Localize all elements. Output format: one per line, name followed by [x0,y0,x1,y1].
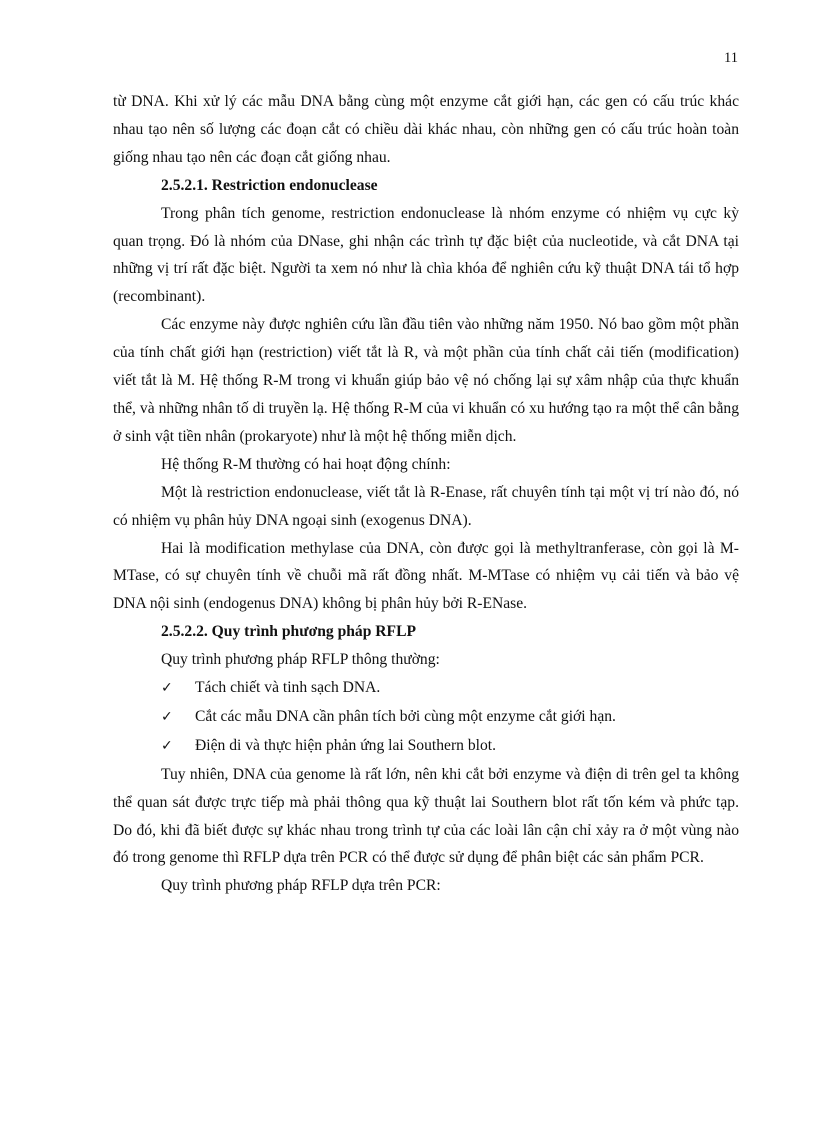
section-heading-restriction-endonuclease: 2.5.2.1. Restriction endonuclease [161,176,378,194]
paragraph-m-mtase: Hai là modification methylase của DNA, còn được gọi là methyltranferase, còn gọi là M-MTase, có sự chuyên tính về chuỗi mã rất đồng nhất. M-MTase có nhiệm vụ cải tiến và bảo vệ DNA nội sinh (endogenus DNA) không bị phân hủy bởi R-ENase. [113,539,739,613]
paragraph-intro: từ DNA. Khi xử lý các mẫu DNA bằng cùng một enzyme cắt giới hạn, các gen có cấu trúc khác nhau tạo nên số lượng các đoạn cắt có chiều dài khác nhau, còn những gen có cấu trúc hoàn toàn giống nhau tạo nên các đoạn cắt giống nhau. [113,93,739,166]
page-number: 11 [724,50,738,66]
paragraph-rm-activities: Hệ thống R-M thường có hai hoạt động chính: [161,455,451,473]
checklist [113,674,739,761]
section-heading-rflp-procedure: 2.5.2.2. Quy trình phương pháp RFLP [161,623,416,641]
paragraph-rm-system: Các enzyme này được nghiên cứu lần đầu tiên vào những năm 1950. Nó bao gồm một phần của tính chất giới hạn (restriction) viết tắt là R, và một phần của tính chất cải tiến (modification) viết tắt là M. Hệ thống R-M trong vi khuẩn giúp bảo vệ nó chống lại sự xâm nhập của thực khuẩn thể, và những nhân tố di truyền lạ. Hệ thống R-M của vi khuẩn có xu hướng tạo ra một thể cân bằng ở sinh vật tiền nhân (prokaryote) như là một hệ thống miễn dịch. [113,316,739,445]
checkmark-icon: ✓ [161,737,173,754]
paragraph-r-enase: Một là restriction endonuclease, viết tắt là R-Enase, rất chuyên tính tại một vị trí nào đó, nó có nhiệm vụ phân hủy DNA ngoại sinh (exogenus DNA). [113,483,739,529]
checklist-item [113,703,739,732]
paragraph-restriction-role: Trong phân tích genome, restriction endonuclease là nhóm enzyme có nhiệm vụ cực kỳ quan trọng. Đó là nhóm của DNase, ghi nhận các trình tự đặc biệt của nucleotide, và cắt DNA tại những vị trí rất đặc biệt. Người ta xem nó như là chìa khóa để nghiên cứu kỹ thuật DNA tái tổ hợp (recombinant). [113,204,739,306]
page-content [113,88,739,900]
checklist-item-text: Tách chiết và tinh sạch DNA. [195,679,381,697]
checklist-item-text: Cắt các mẫu DNA cần phân tích bởi cùng một enzyme cắt giới hạn. [195,707,616,725]
checklist-item [113,674,739,703]
paragraph-rflp-standard: Quy trình phương pháp RFLP thông thường: [161,651,440,669]
checklist-item-text: Điện di và thực hiện phản ứng lai Southern blot. [195,736,497,754]
checkmark-icon: ✓ [161,708,173,725]
paragraph-southern-blot: Tuy nhiên, DNA của genome là rất lớn, nên khi cắt bởi enzyme và điện di trên gel ta không thể quan sát được trực tiếp mà phải thông qua kỹ thuật lai Southern blot rất tốn kém và phức tạp. Do đó, khi đã biết được sự khác nhau trong trình tự của các loài lân cận chỉ xảy ra ở một vùng nào đó trong genome thì RFLP dựa trên PCR có thể được sử dụng để phân biệt các sản phẩm PCR. [113,765,739,867]
checkmark-icon: ✓ [161,680,173,697]
paragraph-rflp-pcr: Quy trình phương pháp RFLP dựa trên PCR: [161,877,441,895]
checklist-item [113,732,739,761]
